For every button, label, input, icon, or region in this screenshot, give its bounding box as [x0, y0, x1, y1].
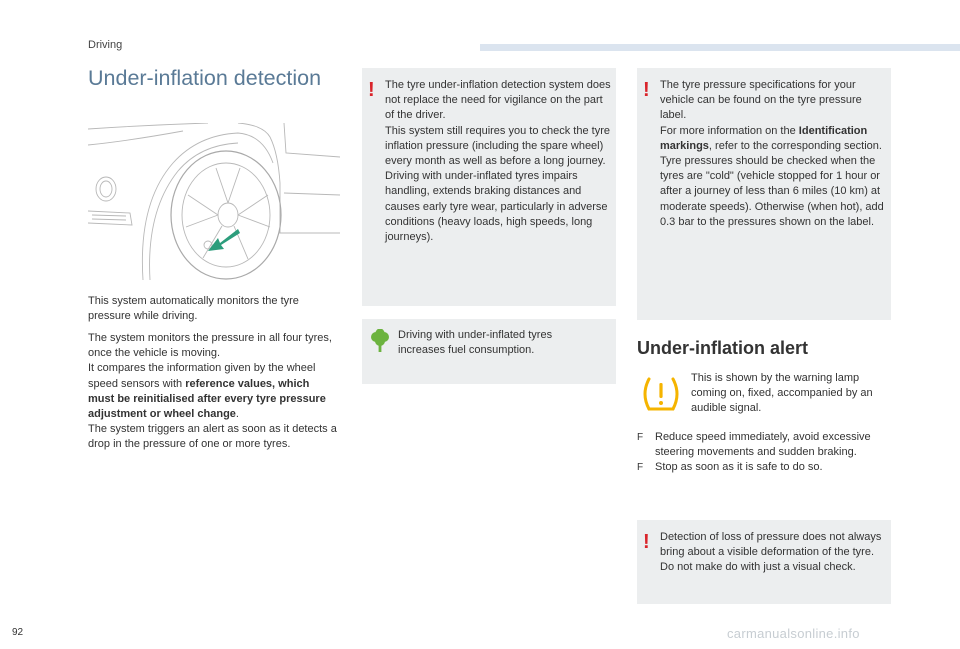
warning-text-vigilance: [385, 78, 611, 245]
warning-lamp-description: This is shown by the warning lamp coming on, fixed, accompanied by an audible signal.: [691, 372, 873, 415]
warning-2-line-3: Tyre pressures should be checked when the tyres are "cold" (vehicle stopped for 1 hour or after a journey of less than 6 miles (10 km) at moderate speeds). Otherwise (when hot), add 0.3 bar to the pressures shown on the label.: [660, 155, 884, 228]
tree-icon: [370, 329, 390, 353]
valve-pointer-arrow: [208, 229, 240, 251]
identification-markings-reference: Identification markings: [660, 124, 868, 152]
list-item: [637, 460, 897, 475]
alert-actions-list: [637, 430, 897, 476]
page-number: 92: [12, 627, 24, 638]
watermark: carmanualsonline.info: [727, 626, 860, 641]
system-description: [88, 331, 338, 453]
warning-2-line-1: The tyre pressure specifications for your vehicle can be found on the tyre pressure label.: [660, 79, 862, 122]
eco-tip-box: [362, 319, 616, 384]
warning-box-visual-check: [637, 520, 891, 604]
description-line-2-end: .: [235, 408, 239, 421]
warning-text-specifications: [660, 78, 886, 230]
wheel-illustration: [88, 123, 340, 280]
header-section-label: Driving: [88, 39, 123, 51]
list-item: [637, 430, 897, 460]
bullet-marker: F: [637, 432, 644, 443]
action-reduce-speed: Reduce speed immediately, avoid excessive steering movements and sudden braking.: [655, 431, 871, 459]
warning-box-vigilance: [362, 68, 616, 306]
description-line-1: The system monitors the pressure in all four tyres, once the vehicle is moving.: [88, 332, 332, 360]
page-title: Under-inflation detection: [88, 66, 322, 90]
alert-section-title: Under-inflation alert: [637, 338, 809, 358]
eco-tip-text: Driving with under-inflated tyres increases fuel consumption.: [398, 329, 553, 357]
warning-1-line-2: This system still requires you to check the tyre inflation pressure (including the spare wheel) every month as well as before a long journey.: [385, 124, 610, 168]
warning-text-visual-check: Detection of loss of pressure does not always bring about a visible deformation of the tyre. Do not make do with just a visual check.: [660, 531, 882, 574]
bullet-marker: F: [637, 462, 644, 474]
exclamation-mark-icon: !: [643, 79, 650, 101]
header-bar: [480, 44, 960, 51]
description-bold: reference values, which must be reinitialised after every tyre pressure adjustment or wheel change: [88, 377, 326, 421]
warning-2-line-2b: , refer to the corresponding section.: [708, 139, 882, 152]
description-line-3: The system triggers an alert as soon as it detects a drop in the pressure of one or more tyres.: [88, 423, 337, 451]
tyre-pressure-warning-icon: [640, 375, 682, 413]
exclamation-mark-icon: !: [643, 531, 650, 553]
warning-1-line-1: The tyre under-inflation detection system does not replace the need for vigilance on the part of the driver.: [385, 79, 611, 122]
warning-1-line-3: Driving with under-inflated tyres impairs handling, extends braking distances and causes early tyre wear, particularly in adverse conditions (heavy loads, high speeds, long journeys).: [385, 170, 608, 244]
exclamation-mark-icon: !: [368, 79, 375, 101]
intro-paragraph: This system automatically monitors the tyre pressure while driving.: [88, 295, 299, 323]
description-line-2: It compares the information given by the wheel speed sensors with: [88, 362, 316, 390]
warning-box-specifications: [637, 68, 891, 320]
action-stop: Stop as soon as it is safe to do so.: [655, 461, 823, 474]
warning-2-line-2a: For more information on the: [660, 124, 799, 137]
